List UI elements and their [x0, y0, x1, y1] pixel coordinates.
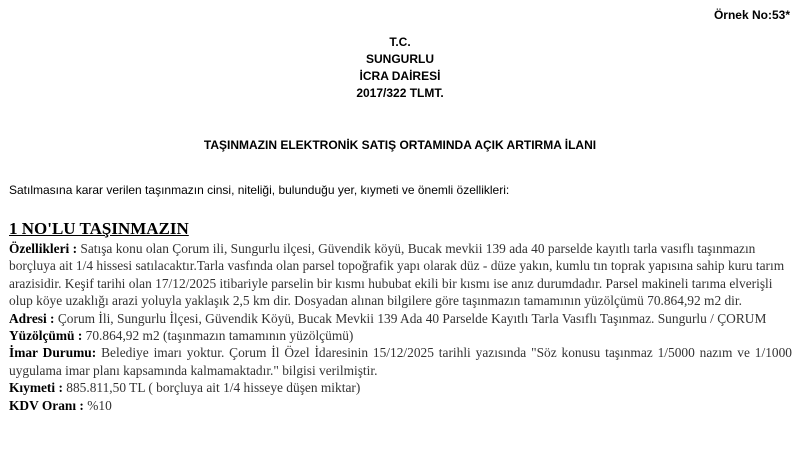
features-label: Özellikleri :: [9, 241, 78, 256]
value-text: 885.811,50 TL ( borçluya ait 1/4 hisseye düşen miktar): [62, 380, 361, 396]
sample-number: Örnek No:53*: [713, 8, 790, 22]
value-paragraph: [9, 379, 792, 396]
vat-label: KDV Oranı :: [9, 397, 84, 413]
value-label: Kıymeti :: [9, 380, 63, 396]
intro-text: Satılmasına karar verilen taşınmazın cinsi, niteliği, bulunduğu yer, kıymeti ve önemli özellikleri:: [9, 183, 510, 197]
header-file-number: 2017/322 TLMT.: [356, 86, 444, 100]
vat-paragraph: [9, 397, 792, 414]
zoning-text: Belediye imarı yoktur. Çorum İl Özel İdaresinin 15/12/2025 tarihli yazısında "Söz konusu taşınmaz 1/5000 nazım ve 1/1000 uygulama imar planı kapsamında kalmamaktadır." bilgisi verilmiştir.: [9, 345, 792, 378]
vat-text: %10: [83, 397, 112, 413]
property-title: 1 NO'LU TAŞINMAZIN: [9, 219, 189, 238]
property-details: [9, 240, 792, 414]
zoning-paragraph: [9, 344, 792, 379]
address-label: Adresi :: [9, 310, 55, 326]
announcement-title: TAŞINMAZIN ELEKTRONİK SATIŞ ORTAMINDA AÇIK ARTIRMA İLANI: [203, 138, 597, 152]
header-country: T.C.: [389, 35, 411, 49]
features-paragraph: [9, 240, 792, 310]
features-text: Satışa konu olan Çorum ili, Sungurlu ilçesi, Güvendik köyü, Bucak mevkii 139 ada 40 parselde kayıtlı tarla vasıflı taşınmazın borçluya ait 1/4 hissesi satılacaktır.Tarla vasfında olan parsel topoğrafik yapı olarak düz - düze yakın, kumlu tın toprak yapısına sahip kuru tarım arazisidir. Keşif tarihi olan 17/12/2025 itibariyle parselin bir kısmı hububat ekili bir kısmı ise anız durumdadır. Parsel makineli tarıma elverişli olup köye uzaklığı arazi yoluyla yaklaşık 2,5 km dir. Dosyadan alınan bilgilere göre taşınmazın tamamının yüzölçümü 70.864,92 m2 dir.: [9, 241, 785, 309]
header-district: SUNGURLU: [366, 52, 434, 66]
area-paragraph: [9, 327, 792, 344]
header-office: İCRA DAİRESİ: [359, 69, 441, 83]
address-paragraph: [9, 310, 792, 327]
office-header: [0, 34, 800, 102]
area-label: Yüzölçümü :: [9, 328, 83, 344]
area-text: 70.864,92 m2 (taşınmazın tamamının yüzölçümü): [82, 328, 354, 344]
zoning-label: İmar Durumu:: [9, 345, 97, 361]
address-text: Çorum İli, Sungurlu İlçesi, Güvendik Köyü, Bucak Mevkii 139 Ada 40 Parselde Kayıtlı Tarla Vasıflı Taşınmaz. Sungurlu / ÇORUM: [54, 310, 767, 326]
